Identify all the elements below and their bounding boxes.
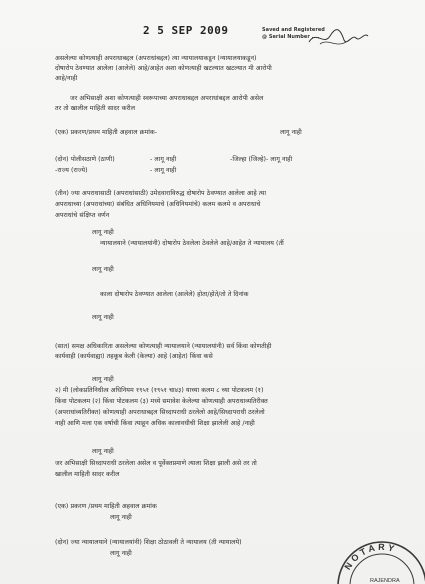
item-don-state-label: -राज्य (राज्ये): [55, 167, 88, 174]
item-don-district: -जिल्हा (जिल्हे)- लागू नाही: [230, 156, 293, 163]
para2-line6: खालील माहिती सादर करील: [55, 471, 120, 478]
item-saat-value: लागू नाही: [92, 376, 114, 383]
item-teen-court-line: न्यायालयाने (न्यायालयांनी) दोषारोप ठेवलेला ठेवलेले आहे/आहेत ते न्यायालय (तीं: [100, 240, 284, 247]
para2-line4: नाही आणि मला एक वर्षाची किंवा त्याहून अधिक कालावधीची शिक्षा झालेली आहे /नाही: [55, 420, 255, 427]
para1-line5: तर तो खालील माहिती सादर करील: [55, 105, 136, 112]
item-don2-value: लागू नाही: [110, 550, 132, 557]
para2-value: लागू नाही: [92, 448, 114, 455]
seal-text-name: RAJENDRA: [370, 578, 400, 584]
item-teen-line2: अपराधाच्या (अपराधांच्या) संबंधित अधिनियमाचे (अधिनियमांचे) कलम कलमे व अपराधाचे: [55, 201, 261, 208]
para1-line2: दोषारोप ठेवण्यात आलेला (आलेले) आहे/आहेत अशा कोणत्याही खटल्यात खटल्यात मी आरोपी: [55, 65, 272, 72]
item-ek2-label: (एक) प्रकरण /प्रथम माहिती अहवाल क्रमांक: [55, 503, 157, 510]
item-don-state-value: - लागू नाही: [150, 167, 177, 174]
para1-line4: जर अभिसाक्षी अशा कोणत्याही स्वरूपाच्या अपराधाबद्दल अपराधांबद्दल आरोपी असेल: [70, 95, 264, 102]
item-ek-label: (एक) प्रकरण/प्रथम माहिती अहवाल क्रमांक-: [55, 129, 158, 136]
item-teen-line1: (तीन) ज्या अपराधासाठी (अपराधांसाठी) उमेदवाराविरुद्ध दोषारोप ठेवण्यात आलेला आहे त्या: [55, 190, 267, 197]
para2-line1: २) मी (लोकप्रतिनिधीत्व अधिनियम १९५१ (१९५१ चा४३) याच्या कलम ८ च्या पोटकलम (१): [55, 387, 264, 394]
item-teen-value: लागू नाही: [92, 229, 114, 236]
item-teen-line3: अपराधांचे संक्षिप्त वर्णन: [55, 212, 110, 219]
para1-line1: असलेल्या कोणत्याही अपराधाबद्दल (अपराधांबद्दल) त्या न्यायालयाकडून (न्यायालयाकडून): [55, 55, 257, 62]
date-stamp: 2 5 SEP 2009: [143, 24, 229, 37]
register-stamp-line1: Saved and Registered: [262, 27, 325, 33]
para2-line5: जर अभिसाक्षी सिध्दापराधी ठरलेला असेल व पूर्वेक्तप्रमाणे त्याला शिक्षा झाली असे तर तो: [55, 460, 257, 467]
item-teen-court-value: लागू नाही: [92, 266, 114, 273]
seal-text-notary: NOTARY: [342, 541, 399, 572]
item-saat-line2: कार्यवाही (कार्यवाह्या) तहकूब केली (केल्या) आहे (आहेत) किंवा कसे: [55, 353, 213, 360]
item-saat-line1: (सात) समक्ष अधिकारिता असलेल्या कोणत्याही न्यायालयाने (न्यायालयांनी) सर्व किंवा कोणतीही: [55, 343, 272, 350]
register-stamp-line2: @ Serial Number ....: [262, 34, 320, 40]
item-teen-date-value: लागू नाही: [92, 314, 114, 321]
item-ek2-value: लागू नाही: [110, 514, 132, 521]
svg-text:NOTARY: [342, 542, 398, 572]
notary-seal: [330, 534, 425, 584]
para1-line3: आहे/नाही: [55, 75, 78, 82]
signature: [306, 24, 370, 50]
para2-line2: किंवा पोटकलम (२) किंवा पोटकलम (३) मध्ये समावेश केलेल्या कोणत्याही अपराधाव्यतिरीक्त: [55, 398, 268, 405]
para2-line3: (अपराधांव्यतिरीक्त) कोणत्याही अपराधाबद्दल सिध्दापराधी ठरलेलो आहे/सिध्दापराधी ठरलेलो: [55, 409, 265, 416]
item-teen-date-line: काला दोषारोप ठेवण्यात आलेला (आलेले) होता/होते/तो ते दिनांक: [100, 291, 249, 298]
item-don-value: - लागू नाही: [150, 156, 177, 163]
item-ek-value: लागू नाही: [280, 129, 302, 136]
item-don2-label: (दोन) ज्या न्यायालयाने (न्यायालयांनी) शिक्षा ठोठावली ते न्यायालय (ती न्यायालये): [55, 539, 242, 546]
item-don-label: (दोन) पोलीसठाणे (ठाणी): [55, 156, 115, 163]
